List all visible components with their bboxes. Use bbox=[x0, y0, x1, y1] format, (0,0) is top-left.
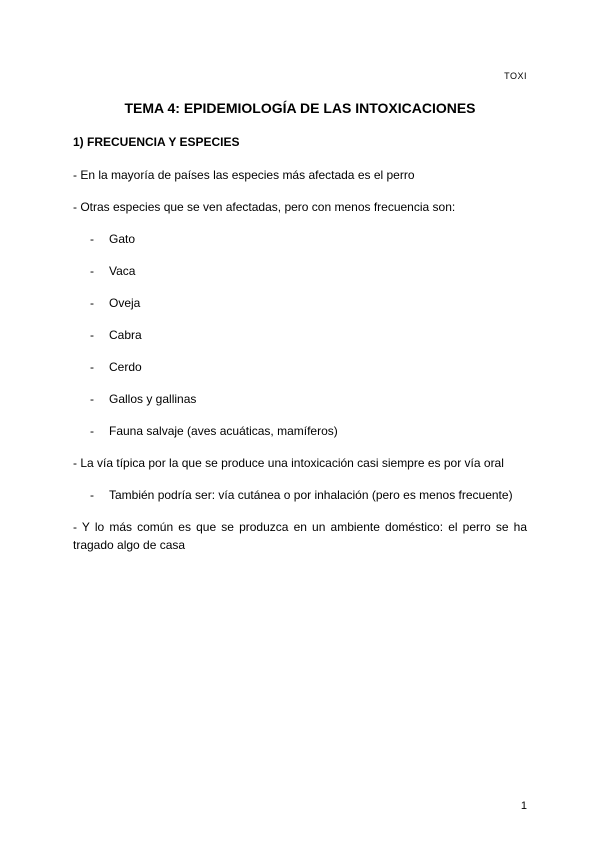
list-item bbox=[90, 390, 196, 408]
list-item-label: Gato bbox=[109, 232, 136, 246]
paragraph-oral-route: - La vía típica por la que se produce una intoxicación casi siempre es por vía oral bbox=[73, 456, 504, 470]
bullet-marker: - bbox=[90, 296, 94, 310]
list-item bbox=[90, 422, 338, 440]
section-heading: 1) FRECUENCIA Y ESPECIES bbox=[73, 135, 240, 149]
list-item-label: También podría ser: vía cutánea o por inhalación (pero es menos frecuente) bbox=[109, 488, 513, 502]
header-label: TOXI bbox=[504, 71, 527, 81]
bullet-marker: - bbox=[90, 392, 94, 406]
list-item-label: Gallos y gallinas bbox=[109, 392, 197, 406]
paragraph-domestic-environment: - Y lo más común es que se produzca en un ambiente doméstico: el perro se ha tragado algo de casa bbox=[73, 520, 527, 552]
list-item-label: Cerdo bbox=[109, 360, 142, 374]
list-item-label: Cabra bbox=[109, 328, 142, 342]
bullet-marker: - bbox=[90, 424, 94, 438]
list-item bbox=[90, 486, 513, 504]
bullet-marker: - bbox=[90, 264, 94, 278]
page-number: 1 bbox=[520, 800, 527, 812]
bullet-marker: - bbox=[90, 488, 94, 502]
list-item bbox=[90, 262, 135, 280]
bullet-marker: - bbox=[90, 232, 94, 246]
list-item-label: Oveja bbox=[109, 296, 141, 310]
list-item bbox=[90, 326, 142, 344]
list-item bbox=[90, 358, 142, 376]
list-item-label: Vaca bbox=[109, 264, 136, 278]
paragraph-main-species: - En la mayoría de países las especies más afectada es el perro bbox=[73, 168, 415, 182]
paragraph-other-species: - Otras especies que se ven afectadas, pero con menos frecuencia son: bbox=[73, 200, 456, 214]
bullet-marker: - bbox=[90, 360, 94, 374]
list-item-label: Fauna salvaje (aves acuáticas, mamíferos) bbox=[109, 424, 338, 438]
list-item bbox=[90, 294, 140, 312]
document-title: TEMA 4: EPIDEMIOLOGÍA DE LAS INTOXICACIONES bbox=[124, 100, 476, 116]
bullet-marker: - bbox=[90, 328, 94, 342]
list-item bbox=[90, 230, 135, 248]
